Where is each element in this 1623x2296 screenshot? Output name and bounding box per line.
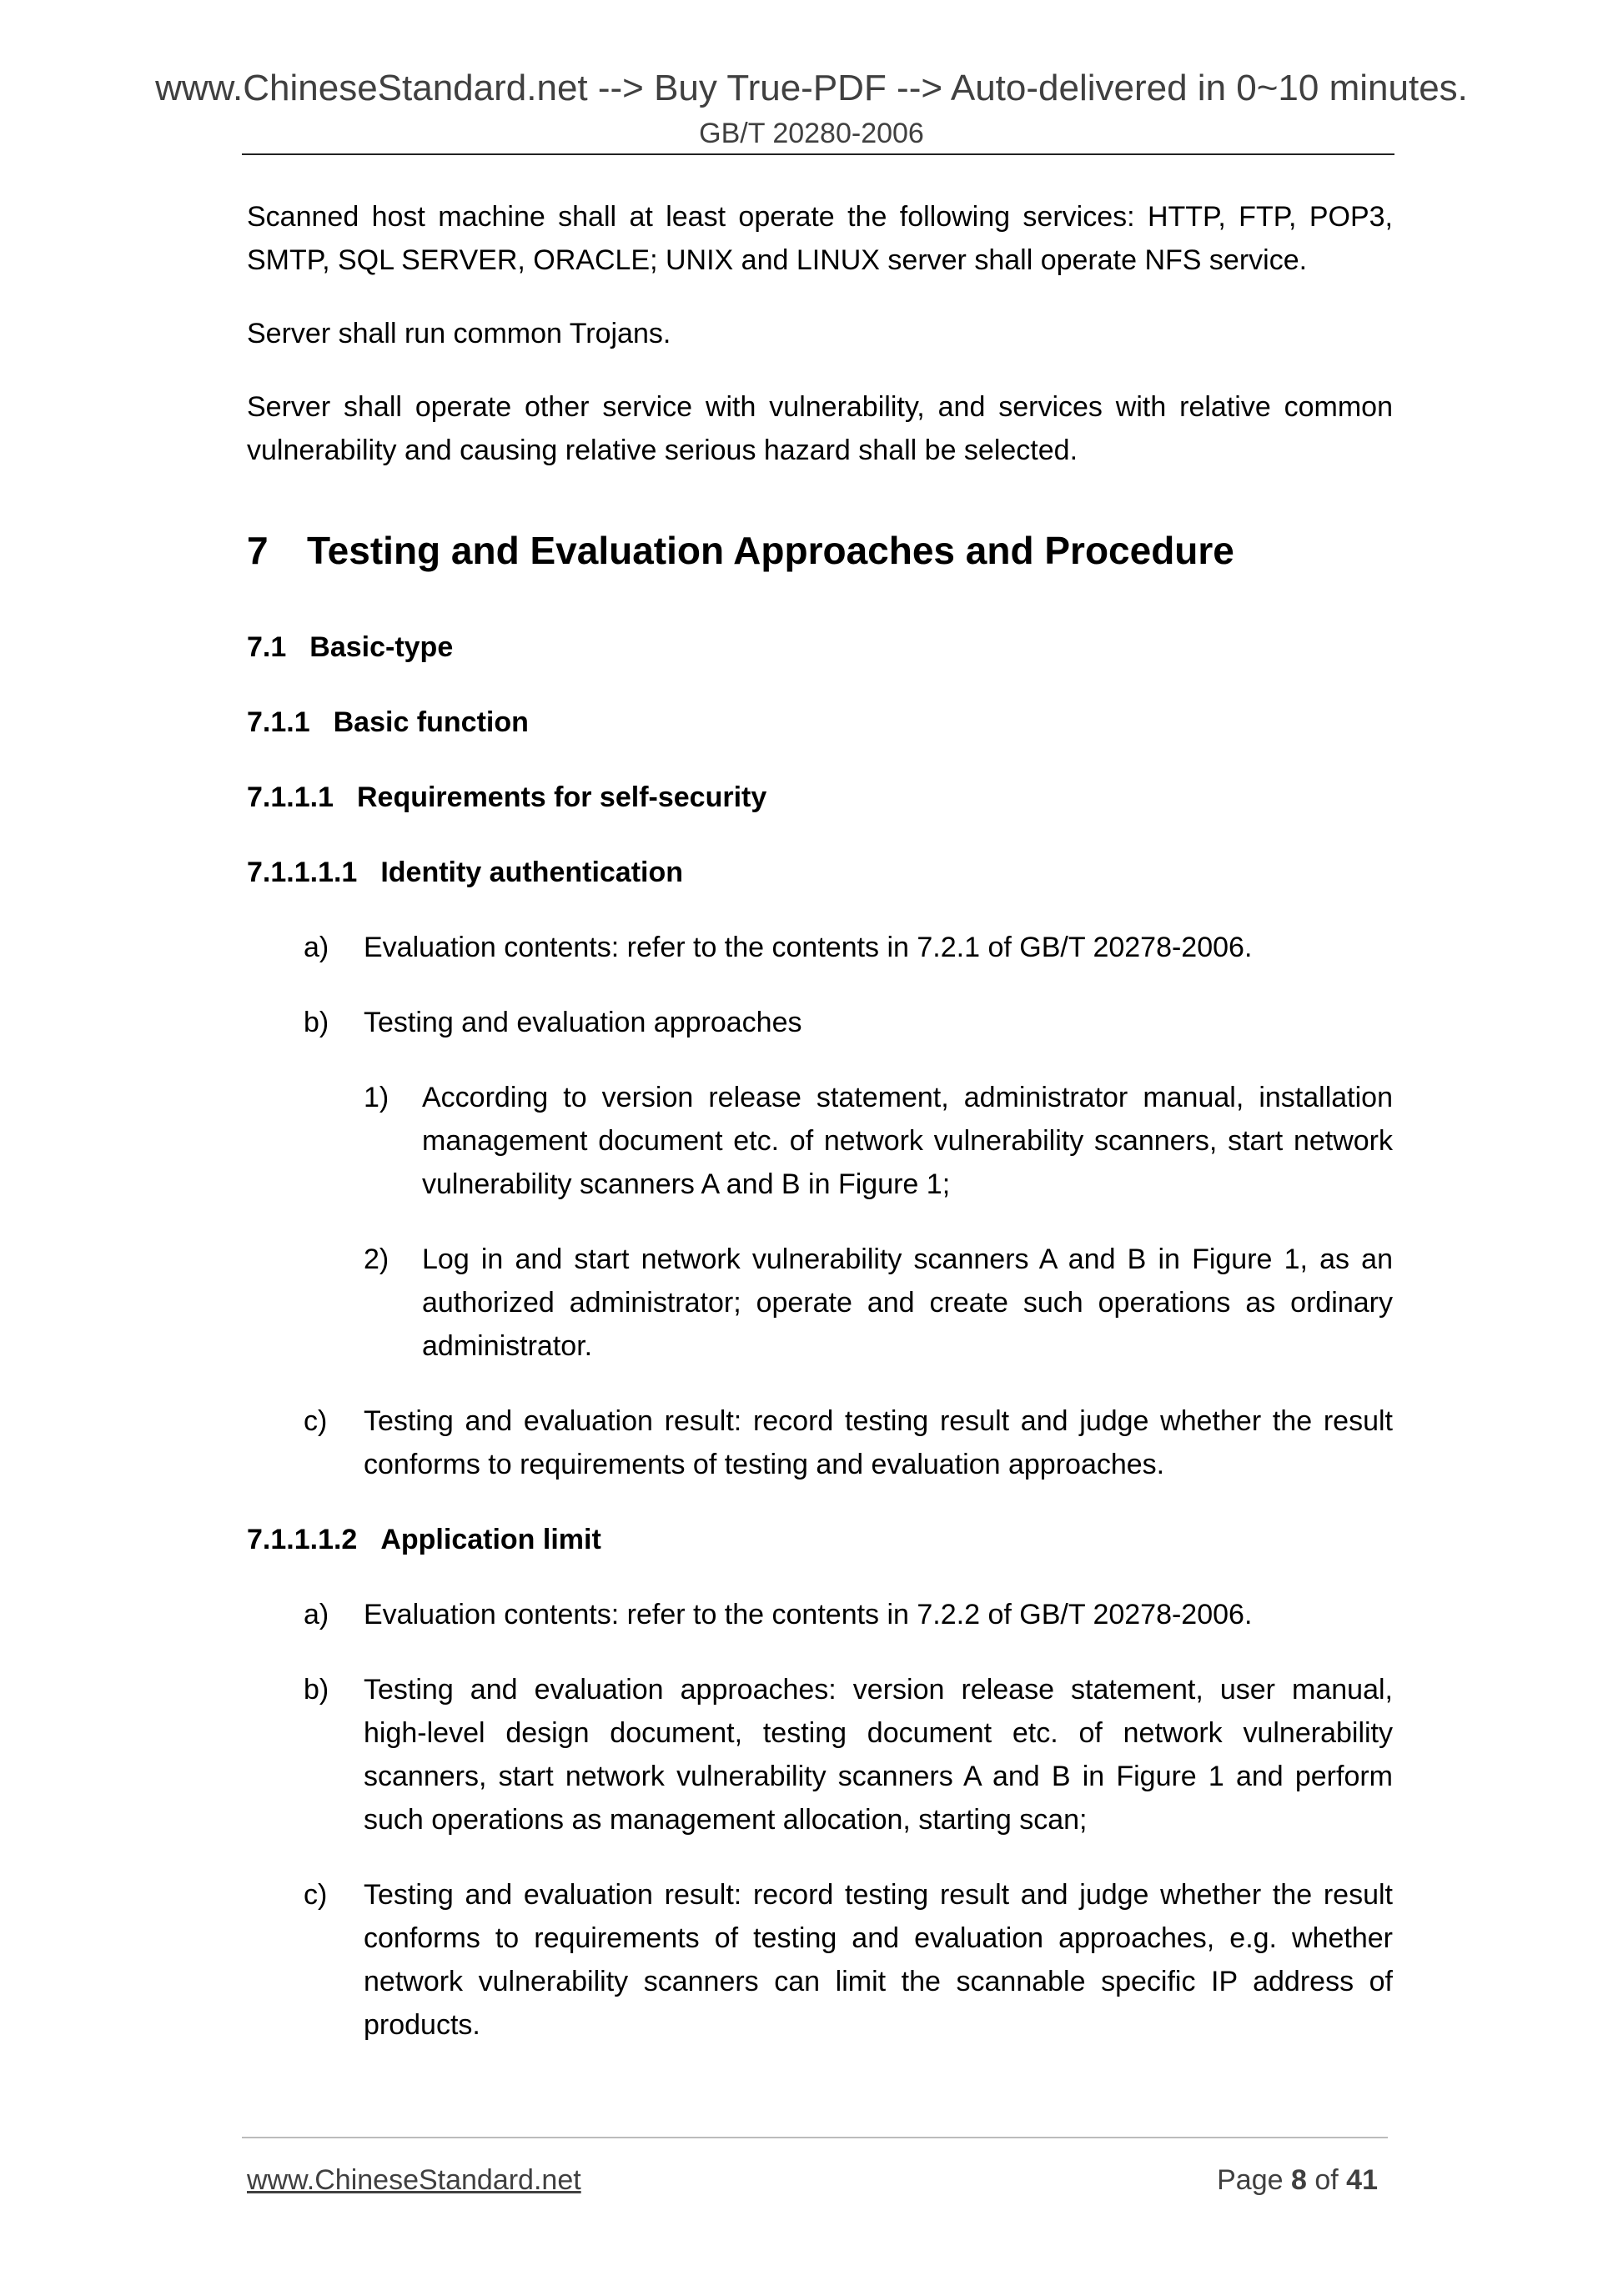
list-item-text: Testing and evaluation result: record testing result and judge whether the result conforms to requirements of testing and evaluation approaches, e.g. whether network vulnerability scanners can limit the scannable specific IP address of products. <box>364 1879 1393 2041</box>
list-item-text: Testing and evaluation approaches: version release statement, user manual, high-level design document, testing document etc. of network vulnerability scanners, start network vulnerability scanners A and B in Figure 1 and perform such operations as management allocation, starting scan; <box>364 1674 1393 1836</box>
list-item-text: Evaluation contents: refer to the contents in 7.2.1 of GB/T 20278-2006. <box>364 932 1253 963</box>
page-indicator <box>1217 2162 1378 2198</box>
list-marker: c) <box>304 1879 328 1911</box>
heading-number: 7.1 <box>247 631 287 663</box>
page-content <box>247 195 1393 2078</box>
paragraph-vulnerability: Server shall operate other service with vulnerability, and services with relative common vulnerability and causing relative serious hazard shall be selected. <box>247 391 1393 466</box>
list-item-text: According to version release statement, administrator manual, installation management document etc. of network vulnerability scanners, start network vulnerability scanners A and B in Figure 1; <box>422 1082 1393 1200</box>
page-label: Page <box>1217 2164 1284 2196</box>
list-marker: a) <box>304 932 329 963</box>
heading-title: Requirements for self-security <box>356 781 767 813</box>
list-marker: b) <box>304 1007 329 1038</box>
list-marker: a) <box>304 1599 329 1630</box>
heading-7-1-1-1 <box>247 776 1393 819</box>
list-marker: 2) <box>364 1243 389 1275</box>
list-item-text: Testing and evaluation approaches <box>364 1007 802 1038</box>
section-title: Testing and Evaluation Approaches and Procedure <box>307 529 1234 572</box>
heading-7-1 <box>247 625 1393 669</box>
paragraph-services: Scanned host machine shall at least operate the following services: HTTP, FTP, POP3, SMTP, SQL SERVER, ORACLE; UNIX and LINUX server shall operate NFS service. <box>247 201 1393 276</box>
list-marker: 1) <box>364 1082 389 1113</box>
heading-title: Identity authentication <box>380 857 684 888</box>
heading-number: 7.1.1.1.1 <box>247 857 358 888</box>
list-item-b <box>247 1668 1393 1841</box>
section-number: 7 <box>247 529 269 572</box>
heading-title: Application limit <box>380 1524 601 1555</box>
heading-number: 7.1.1 <box>247 706 310 738</box>
section-7-heading <box>247 525 1393 575</box>
standard-number: GB/T 20280-2006 <box>699 118 924 149</box>
footer-divider <box>242 2137 1388 2138</box>
list-item-a <box>247 1593 1393 1636</box>
of-label: of <box>1314 2164 1339 2196</box>
heading-number: 7.1.1.1.2 <box>247 1524 358 1555</box>
page-total: 41 <box>1346 2164 1378 2196</box>
list-item-text: Evaluation contents: refer to the contents in 7.2.2 of GB/T 20278-2006. <box>364 1599 1253 1630</box>
heading-title: Basic-type <box>309 631 454 663</box>
list-marker: c) <box>304 1405 328 1437</box>
list-item-text: Testing and evaluation result: record testing result and judge whether the result conforms to requirements of testing and evaluation approaches. <box>364 1405 1393 1480</box>
list-item-c <box>247 1399 1393 1486</box>
heading-number: 7.1.1.1 <box>247 781 334 813</box>
list-item-a <box>247 926 1393 969</box>
heading-7-1-1-1-2 <box>247 1518 1393 1561</box>
heading-7-1-1-1-1 <box>247 851 1393 894</box>
page-number: 8 <box>1290 2164 1307 2196</box>
paragraph-trojans: Server shall run common Trojans. <box>247 318 671 349</box>
header-banner[interactable]: www.ChineseStandard.net --> Buy True-PDF --> Auto-delivered in 0~10 minutes. <box>155 68 1468 108</box>
footer-website-link[interactable]: www.ChineseStandard.net <box>247 2164 581 2196</box>
list-marker: b) <box>304 1674 329 1706</box>
sub-list-item-1 <box>247 1076 1393 1206</box>
heading-title: Basic function <box>333 706 529 738</box>
list-item-c <box>247 1873 1393 2047</box>
header-divider <box>242 153 1394 155</box>
heading-7-1-1 <box>247 701 1393 744</box>
list-item-text: Log in and start network vulnerability scanners A and B in Figure 1, as an authorized administrator; operate and create such operations as ordinary administrator. <box>422 1243 1393 1362</box>
list-item-b <box>247 1001 1393 1044</box>
sub-list-item-2 <box>247 1238 1393 1368</box>
